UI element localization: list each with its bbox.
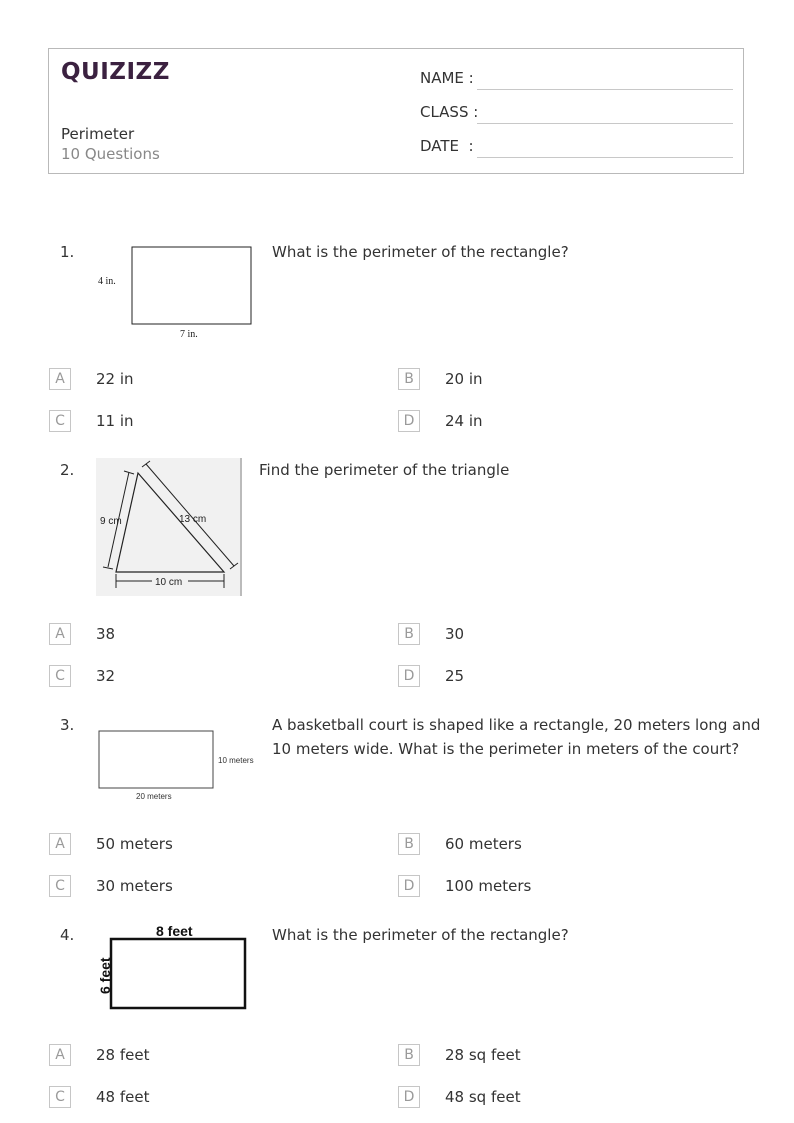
worksheet-header <box>48 48 744 174</box>
name-label: NAME : <box>420 69 474 87</box>
date-label: DATE : <box>420 137 474 155</box>
option-b-box[interactable]: B <box>398 623 420 645</box>
option-a-box[interactable]: A <box>49 368 71 390</box>
option-c-box[interactable]: C <box>49 875 71 897</box>
figure-label: 13 cm <box>179 514 207 525</box>
class-line <box>477 123 733 124</box>
option-c-box[interactable]: C <box>49 665 71 687</box>
option-b-box[interactable]: B <box>398 833 420 855</box>
question-text: What is the perimeter of the rectangle? <box>272 243 569 261</box>
option-b-text[interactable]: 20 in <box>445 370 483 388</box>
option-a-text[interactable]: 22 in <box>96 370 134 388</box>
option-c-box[interactable]: C <box>49 1086 71 1108</box>
option-c-text[interactable]: 32 <box>96 667 116 685</box>
option-d-text[interactable]: 100 meters <box>445 877 532 895</box>
question-number: 4. <box>60 926 75 944</box>
figure-label: 4 in. <box>98 276 116 287</box>
name-line <box>477 89 733 90</box>
question-text: What is the perimeter of the rectangle? <box>272 926 569 944</box>
option-b-text[interactable]: 28 sq feet <box>445 1046 521 1064</box>
option-b-text[interactable]: 30 <box>445 625 465 643</box>
option-a-text[interactable]: 28 feet <box>96 1046 150 1064</box>
question-number: 3. <box>60 716 75 734</box>
option-a-text[interactable]: 38 <box>96 625 116 643</box>
option-b-text[interactable]: 60 meters <box>445 835 522 853</box>
option-a-text[interactable]: 50 meters <box>96 835 173 853</box>
figure-label: 8 feet <box>156 923 193 939</box>
question-count: 10 Questions <box>61 145 160 163</box>
option-d-box[interactable]: D <box>398 665 420 687</box>
question-number: 2. <box>60 461 75 479</box>
figure-label: 20 meters <box>136 792 172 801</box>
quizizz-logo: QUIZIZZ <box>61 59 170 85</box>
option-c-box[interactable]: C <box>49 410 71 432</box>
option-d-box[interactable]: D <box>398 410 420 432</box>
option-d-text[interactable]: 25 <box>445 667 465 685</box>
option-c-text[interactable]: 30 meters <box>96 877 173 895</box>
worksheet-title: Perimeter <box>61 125 135 143</box>
figure-label: 10 meters <box>218 756 254 765</box>
question-text-line: 10 meters wide. What is the perimeter in meters of the court? <box>272 740 740 758</box>
figure-label: 7 in. <box>180 329 198 340</box>
court-figure <box>96 728 261 804</box>
option-b-box[interactable]: B <box>398 1044 420 1066</box>
option-d-text[interactable]: 24 in <box>445 412 483 430</box>
figure-label: 6 feet <box>97 957 113 994</box>
triangle-figure <box>96 458 244 598</box>
question-text-line: A basketball court is shaped like a rectangle, 20 meters long and <box>272 716 761 734</box>
option-b-box[interactable]: B <box>398 368 420 390</box>
date-line <box>477 157 733 158</box>
class-label: CLASS : <box>420 103 479 121</box>
question-text: Find the perimeter of the triangle <box>259 461 510 479</box>
rectangle-figure <box>94 244 264 344</box>
option-d-box[interactable]: D <box>398 875 420 897</box>
figure-label: 9 cm <box>100 516 122 527</box>
option-a-box[interactable]: A <box>49 833 71 855</box>
question-number: 1. <box>60 243 75 261</box>
option-a-box[interactable]: A <box>49 1044 71 1066</box>
figure-label: 10 cm <box>155 577 183 588</box>
option-a-box[interactable]: A <box>49 623 71 645</box>
option-d-box[interactable]: D <box>398 1086 420 1108</box>
option-d-text[interactable]: 48 sq feet <box>445 1088 521 1106</box>
option-c-text[interactable]: 48 feet <box>96 1088 150 1106</box>
option-c-text[interactable]: 11 in <box>96 412 134 430</box>
feet-rectangle-figure <box>96 920 251 1012</box>
